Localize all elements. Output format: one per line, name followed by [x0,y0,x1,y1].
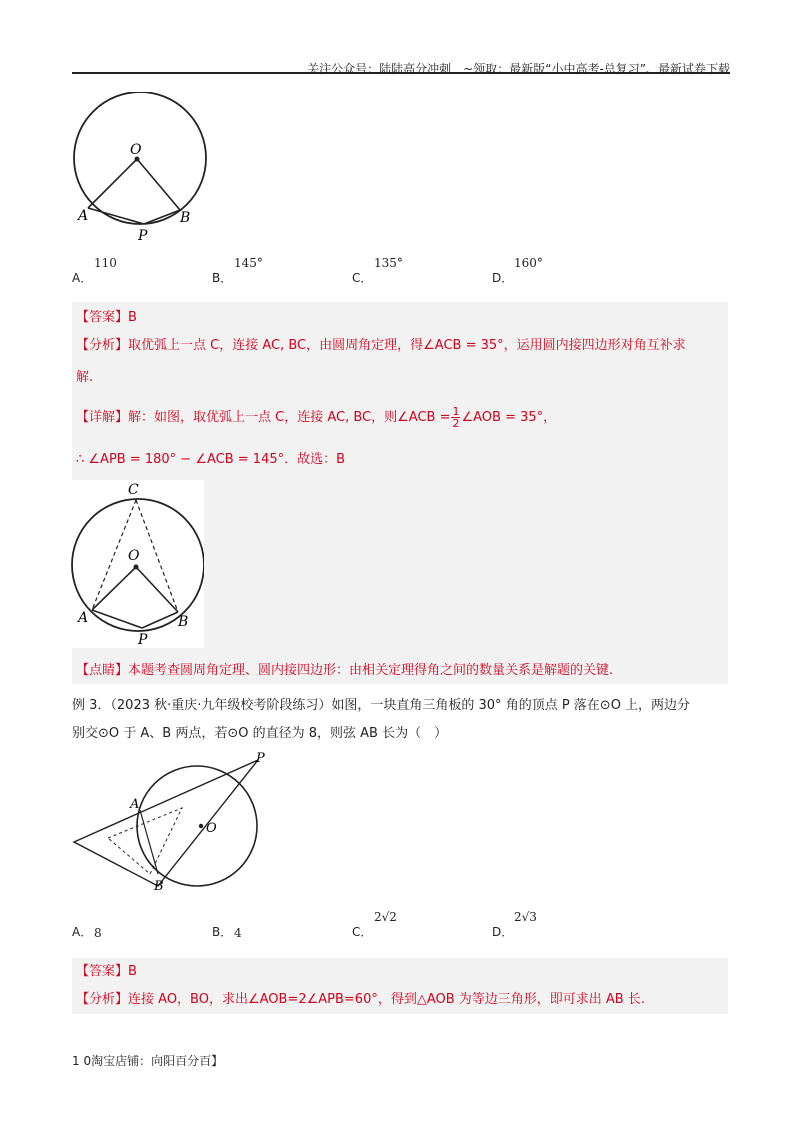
q2-option-a [72,256,212,286]
label-o: O [130,142,142,158]
q2-analysis-line1 [76,338,686,354]
analysis-tag: 【分析】 [76,992,129,1007]
q2-option-d [492,256,632,286]
label-b: B [154,879,164,892]
detail-text-b: ∠AOB = 35°， [461,410,557,425]
option-value: 2√3 [514,910,537,924]
option-label: B． [212,271,233,285]
option-value: 160° [514,256,543,270]
q2-option-b [212,256,352,286]
header-rule [72,72,730,74]
fraction-numerator: 1 [452,405,460,418]
q2-comment [76,663,613,679]
q3-stem-line2: 别交⊙O 于 A、B 两点，若⊙O 的直径为 8，则弦 AB 长为（ ） [72,726,448,741]
q2-analysis-line2: 解. [76,370,94,385]
fraction [451,406,460,429]
figure-circle-apb [66,92,216,242]
figure-circle-acbp [70,480,204,648]
label-o: O [206,821,217,836]
option-value: 135° [374,256,403,270]
option-value: 2√2 [374,910,397,924]
label-p: P [138,228,148,242]
option-label: D． [492,271,514,285]
q3-option-c [352,910,492,940]
q3-answer: 【答案】B [76,964,137,979]
option-label: A． [72,925,93,939]
option-label: B． [212,925,233,939]
q3-analysis [76,992,645,1008]
label-b: B [180,210,191,226]
figure-circle-triangle [70,752,270,892]
label-p: P [256,752,265,766]
q2-option-c [352,256,492,286]
q3-option-a [72,910,212,940]
option-value: 145° [234,256,263,270]
q3-options [72,910,732,940]
option-label: C． [352,925,373,939]
q3-stem-line1: 例 3．（2023 秋·重庆·九年级校考阶段练习）如图，一块直角三角板的 30° 角的顶点 P 落在⊙O 上，两边分 [72,698,691,713]
comment-text: 本题考查圆周角定理、圆内接四边形：由相关定理得角之间的数量关系是解题的关键. [128,663,614,678]
analysis-tag: 【分析】 [76,338,129,353]
q3-option-d [492,910,632,940]
detail-tag: 【详解】 [76,410,129,425]
detail-text-a: 解：如图，取优弧上一点 C，连接 AC, BC，则∠ACB = [128,410,451,425]
option-label: A． [72,271,93,285]
option-label: D． [492,925,514,939]
analysis-text: 连接 AO，BO，求出∠AOB=2∠APB=60°，得到△AOB 为等边三角形，即可求出 AB 长. [128,992,645,1007]
label-a: A [78,610,89,626]
q2-options [72,256,732,286]
label-a: A [130,797,140,812]
label-b: B [178,614,189,630]
option-label: C． [352,271,373,285]
label-o: O [128,548,140,564]
fraction-denominator: 2 [452,417,460,430]
q3-option-b [212,910,352,940]
q2-detail-line2: ∴ ∠APB = 180° − ∠ACB = 145°．故选：B [76,452,346,467]
page-footer: 1 0淘宝店铺：向阳百分百】 [72,1054,224,1068]
page-header: 关注公众号：陆陆高分冲刺 ~领取：最新版“小中高考-总复习”、最新试卷下载 [307,62,730,76]
option-value: 110 [94,256,117,270]
q2-detail-line1 [76,406,556,429]
label-a: A [78,208,89,224]
analysis-text: 取优弧上一点 C，连接 AC, BC，由圆周角定理，得∠ACB = 35°，运用圆内接四边形对角互补求 [128,338,686,353]
q2-answer: 【答案】B [76,310,137,325]
option-value: 8 [94,926,102,940]
comment-tag: 【点睛】 [76,663,129,678]
option-value: 4 [234,926,242,940]
label-p: P [138,632,148,648]
label-c: C [128,482,139,498]
